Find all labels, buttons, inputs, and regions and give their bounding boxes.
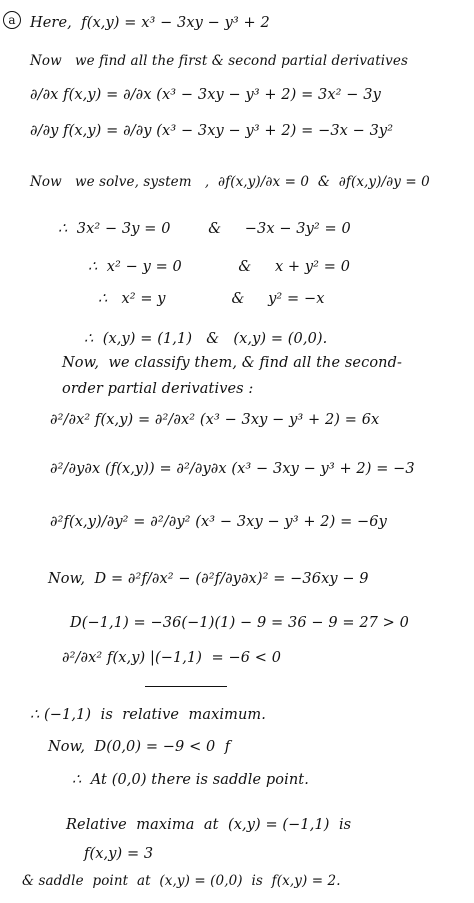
line-4: ∂/∂y f(x,y) = ∂/∂y (x³ − 3xy − y³ + 2) = −3x − 3y²	[30, 123, 394, 139]
line-15: Now, D = ∂²f/∂x² − (∂²f/∂y∂x)² = −36xy − 9	[48, 571, 369, 587]
line-23: & saddle point at (x,y) = (0,0) is f(x,y) = 2.	[22, 873, 341, 889]
line-1: Here, f(x,y) = x³ − 3xy − y³ + 2	[30, 15, 270, 31]
line-16: D(−1,1) = −36(−1)(1) − 9 = 36 − 9 = 27 > 0	[70, 615, 409, 631]
line-17: ∂²/∂x² f(x,y) |(−1,1) = −6 < 0	[62, 650, 282, 666]
line-3: ∂/∂x f(x,y) = ∂/∂x (x³ − 3xy − y³ + 2) = 3x² − 3y	[30, 87, 381, 103]
part-label: a	[3, 11, 21, 29]
line-12: ∂²/∂x² f(x,y) = ∂²/∂x² (x³ − 3xy − y³ + 2) = 6x	[50, 412, 380, 428]
line-13: ∂²/∂y∂x (f(x,y)) = ∂²/∂y∂x (x³ − 3xy − y³ + 2) = −3	[50, 461, 415, 477]
line-22: f(x,y) = 3	[84, 846, 154, 862]
line-6: ∴ 3x² − 3y = 0 & −3x − 3y² = 0	[58, 221, 351, 237]
line-11: order partial derivatives :	[62, 381, 254, 397]
line-9: ∴ (x,y) = (1,1) & (x,y) = (0,0).	[84, 331, 328, 347]
line-5: Now we solve, system , ∂f(x,y)/∂x = 0 & ∂f(x,y)/∂y = 0	[30, 174, 430, 190]
underline	[145, 686, 227, 687]
line-19: Now, D(0,0) = −9 < 0 f	[48, 739, 231, 755]
line-8: ∴ x² = y & y² = −x	[98, 291, 325, 307]
line-20: ∴ At (0,0) there is saddle point.	[72, 772, 309, 788]
line-18: ∴ (−1,1) is relative maximum.	[30, 707, 266, 723]
line-14: ∂²f(x,y)/∂y² = ∂²/∂y² (x³ − 3xy − y³ + 2) = −6y	[50, 514, 387, 530]
line-2: Now we find all the first & second partial derivatives	[30, 53, 408, 69]
line-7: ∴ x² − y = 0 & x + y² = 0	[88, 259, 351, 275]
line-21: Relative maxima at (x,y) = (−1,1) is	[66, 817, 352, 833]
line-10: Now, we classify them, & find all the second-	[62, 355, 402, 371]
